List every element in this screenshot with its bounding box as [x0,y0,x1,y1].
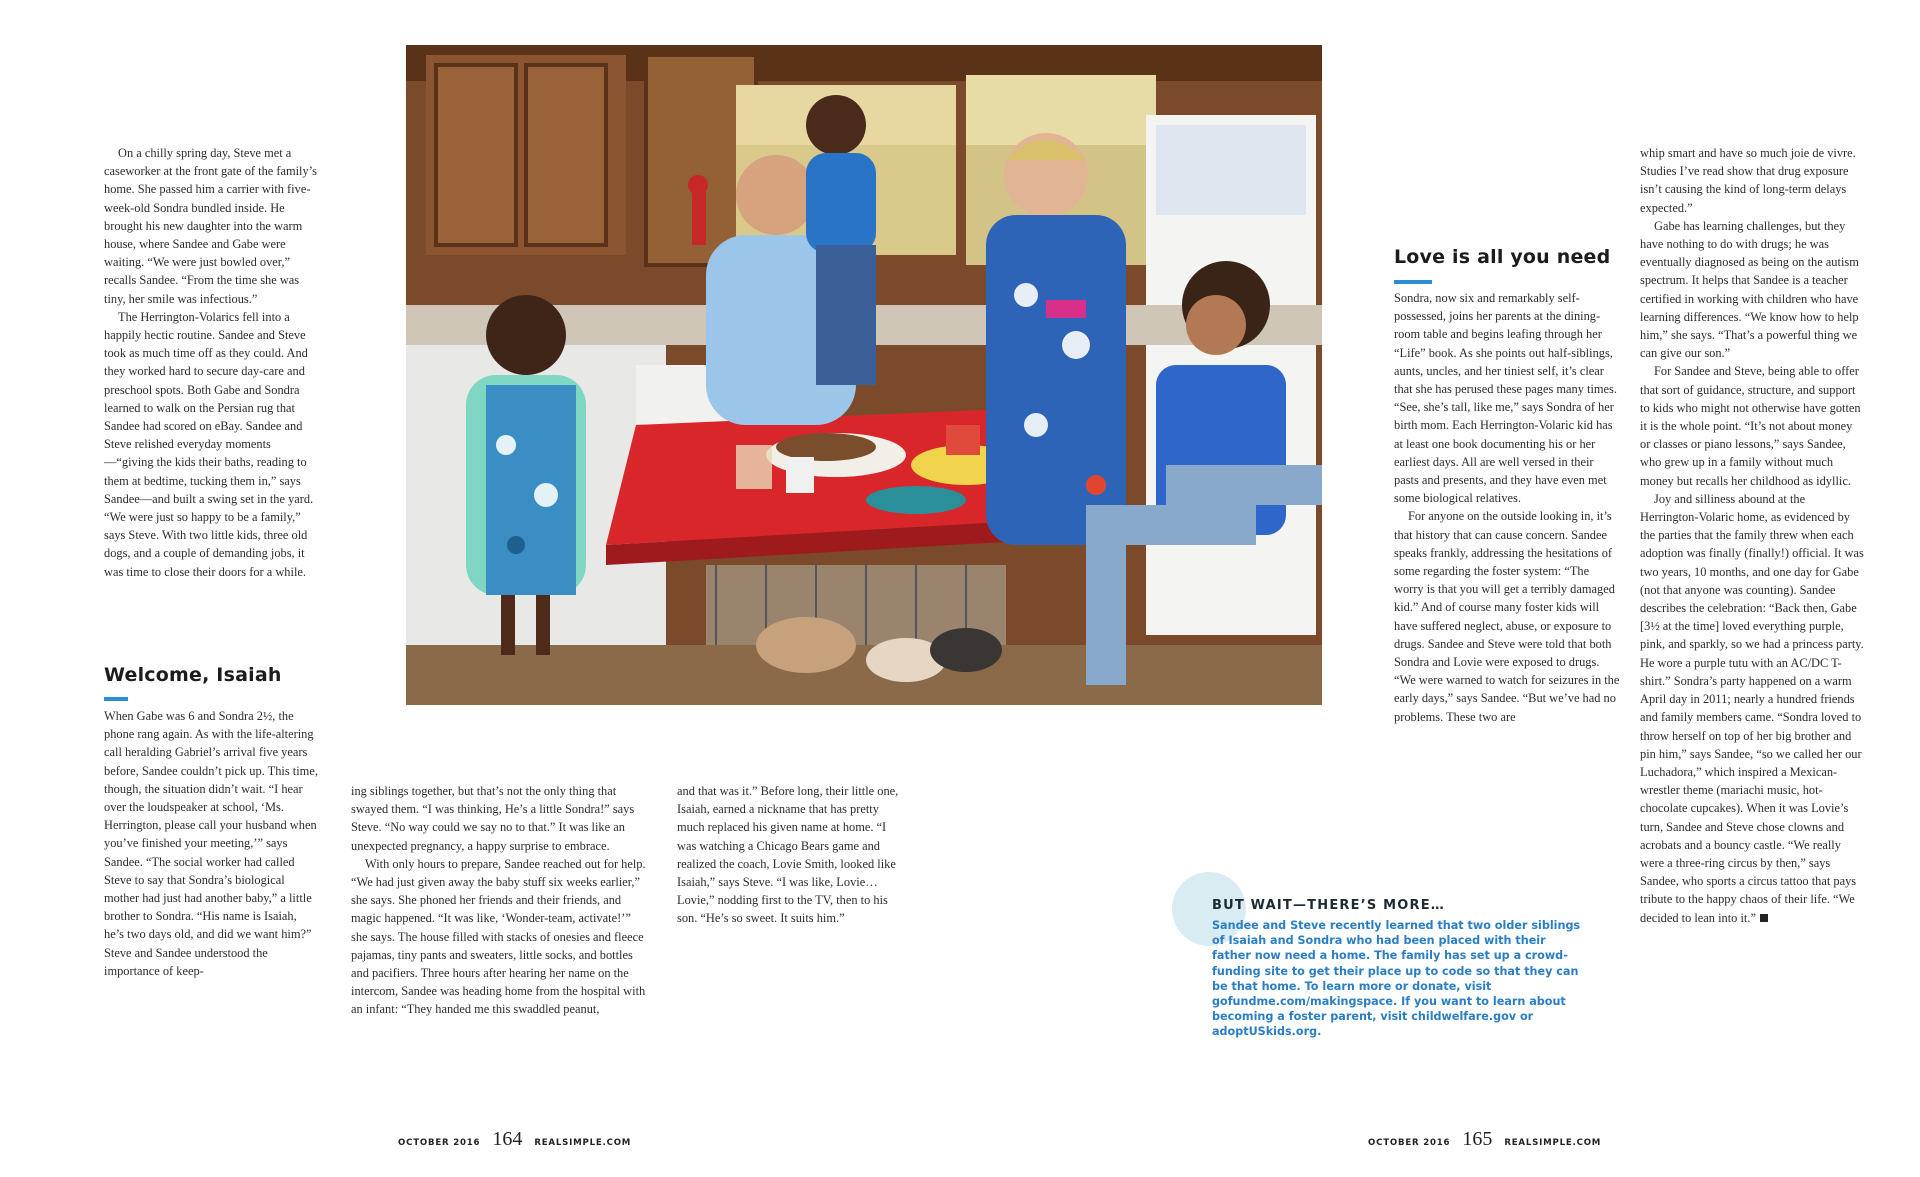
paragraph: Gabe has learning challenges, but they have nothing to do with drugs; he was eventually diagnosed as being on the autism spectrum. It helps that Sandee is a teacher certified in working with children who have learning differences. “We know how to help him,” she says. “That’s a powerful thing we can give our son.” [1640,218,1859,361]
heading-text: Welcome, Isaiah [104,664,282,686]
folio-month: OCTOBER 2016 [398,1138,481,1148]
sidebar-title: BUT WAIT—THERE’S MORE… [1212,898,1446,913]
end-mark-icon [1760,914,1768,922]
section-heading-welcome-isaiah [104,664,318,701]
paragraph-text: Joy and silliness abound at the Herrington-Volaric home, as evidenced by the parties that the family threw when each adoption was finally (finally!) official. It was two years, 10 months, and one day for Gabe (not that anyone was counting). Sandee describes the celebration: “Back then, Gabe [3½ at the time] loved everything purple, pink, and sparkly, so we had a princess party. He wore a purple tutu with an AC/DC T-shirt.” Sondra’s party happened on a warm April day in 2011; nearly a hundred friends and family members came. “Sondra loved to throw herself on top of her big brother and pin him,” says Sandee, “so we called her our Luchadora,” which inspired a Mexican-wrestler theme (mariachi music, hot-chocolate cupcakes). When it was Lovie’s turn, Sandee and Steve chose clowns and acrobats and a bouncy castle. “We really were a three-ring circus by then,” says Sandee, who sports a circus tattoo that pays tribute to the happy chaos of their life. “We decided to lean into it.” [1640,491,1864,925]
left-column-2 [351,782,647,1019]
sidebar-text: Sandee and Steve recently learned that two older siblings of Isaiah and Sondra who had been placed with their father now need a home. The family has set up a crowd-funding site to get their place up to code so that they can be that home. To learn more or donate, visit gofundme.com/makingspace. If you want to learn about becoming a foster parent, visit childwelfare.gov or adoptUSkids.org. [1212,919,1581,1039]
paragraph: The Herrington-Volarics fell into a happily hectic routine. Sandee and Steve took as much time off as they could. And they worked hard to secure day-care and preschool spots. Both Gabe and Sondra learned to walk on the Persian rug that Sandee had scored on eBay. Sandee and Steve relished everyday moments—“giving the kids their baths, reading to them at bedtime, tucking them in,” says Sandee—and built a swing set in the yard. “We were just so happy to be a family,” says Steve. With two little kids, three old dogs, and a couple of demanding jobs, it was time to close their doors for a while. [104,309,314,579]
heading-text: Love is all you need [1394,246,1611,268]
folio-site: REALSIMPLE.COM [1504,1138,1602,1148]
folio-month: OCTOBER 2016 [1368,1138,1451,1148]
folio-left [398,1128,631,1151]
section-heading-love [1394,246,1620,284]
left-column-3 [677,782,901,928]
paragraph: ing siblings together, but that’s not the only thing that swayed them. “I was thinking, He’s a little Sondra!” says Steve. “No way could we say no to that.” It was like an unexpected pregnancy, a happy surprise to embrace. [351,784,635,853]
paragraph: On a chilly spring day, Steve met a caseworker at the front gate of the family’s home. She passed him a carrier with five-week-old Sondra bundled inside. He brought his new daughter into the warm house, where Sandee and Gabe were waiting. “We were just bowled over,” recalls Sandee. “From the time she was tiny, her smile was infectious.” [104,146,317,306]
paragraph: When Gabe was 6 and Sondra 2½, the phone rang again. As with the life-altering call heralding Gabriel’s arrival five years before, Sandee couldn’t pick up. This time, though, the situation didn’t wait. “I hear over the loudspeaker at school, ‘Ms. Herrington, please call your husband when you’ve finished your meeting,’” says Sandee. “The social worker had called Steve to say that Sondra’s biological mother had just had another baby,” a little brother to Sondra. “His name is Isaiah, he’s two days old, and did we want him?” Steve and Sandee understood the importance of keep- [104,709,318,978]
page-number: 165 [1462,1128,1493,1150]
folio-right [1368,1128,1601,1151]
right-column-2 [1640,144,1864,927]
page-number: 164 [492,1128,523,1150]
left-column-1 [104,144,318,581]
paragraph [1640,490,1864,927]
paragraph: whip smart and have so much joie de vivre. Studies I’ve read show that drug exposure isn’t causing the kind of long-term delays expected.” [1640,146,1856,215]
folio-site: REALSIMPLE.COM [534,1138,632,1148]
paragraph: and that was it.” Before long, their little one, Isaiah, earned a nickname that has pretty much replaced his given name at home. “I was watching a Chicago Bears game and realized the coach, Lovie Smith, looked like Isaiah,” says Steve. “I was like, Lovie…Lovie,” nodding first to the TV, then to his son. “He’s so sweet. It suits him.” [677,784,899,926]
heading-rule [1394,280,1432,284]
paragraph: With only hours to prepare, Sandee reached out for help. “We had just given away the baby stuff six weeks earlier,” she says. She phoned her friends and their friends, and magic happened. “It was like, ‘Wonder-team, activate!’” she says. The house filled with stacks of onesies and fleece pajamas, tiny pants and sweaters, little socks, and bottles and pacifiers. Three hours after hearing her name on the intercom, Sandee was heading home from the hospital with an infant: “They handed me this swaddled peanut, [351,856,646,1017]
paragraph: Sondra, now six and remarkably self-possessed, joins her parents at the dining-room table and begins leafing through her “Life” book. As she points out half-siblings, aunts, uncles, and her tiniest self, it’s clear that she has perused these pages many times. “See, she’s tall, like me,” says Sondra of her birth mom. Each Herrington-Volaric kid has at least one book documenting his or her earliest days. All are well versed in their pasts and presents, and they have even met some biological relatives. [1394,291,1617,506]
family-kitchen-photo [406,45,1322,705]
left-column-1-continued [104,707,318,980]
paragraph: For Sandee and Steve, being able to offer that sort of guidance, structure, and support to kids who might not otherwise have gotten it is the whole point. “It’s not about money or classes or piano lessons,” says Sandee, who grew up in a family without much money but recalls her childhood as idyllic. [1640,364,1861,488]
paragraph: For anyone on the outside looking in, it’s that history that can cause concern. Sandee speaks frankly, addressing the hesitations of some regarding the foster system: “The worry is that you will get a terribly damaged kid.” And of course many foster kids will have suffered neglect, abuse, or exposure to drugs. Sandee and Steve were told that both Sondra and Lovie were exposed to drugs. “We were warned to watch for seizures in the early days,” says Sandee. “But we’ve had no problems. These two are [1394,509,1620,724]
heading-rule [104,697,128,701]
right-column-1 [1394,289,1620,726]
